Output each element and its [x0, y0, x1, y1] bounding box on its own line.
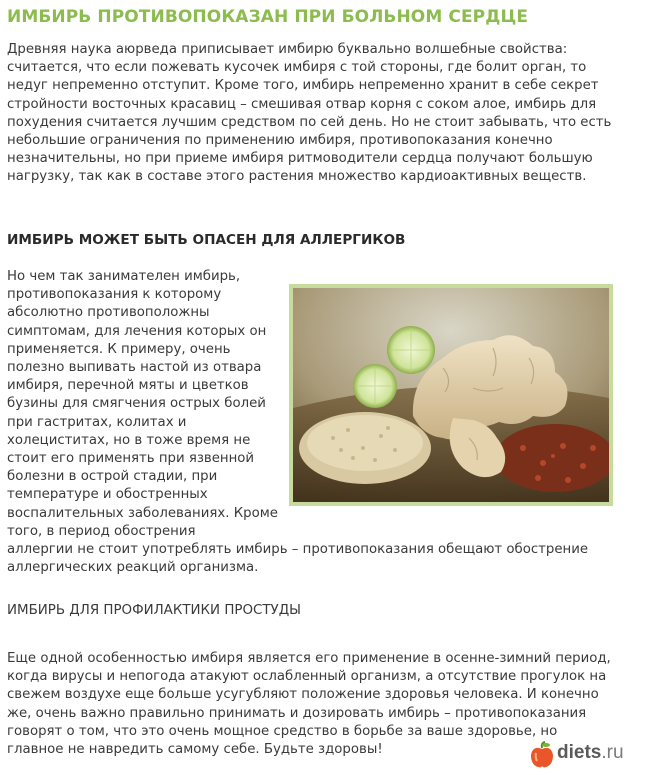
- paragraph-allergy-part1: Но чем так занимателен имбирь, противопоказания к которому абсолютно противоположны симптомам, для лечения которых он применяется. К примеру, очень полезно выпивать настой из отвара имбиря, перечной мяты и цветков бузины для смягчения острых болей при гастритах, колитах и холециститах, но в тоже время не стоит его применять при язвенной болезни в острой стадии, при температуре и обостренных воспалительных заболеваниях. Кроме того, в период обострения: [7, 269, 278, 539]
- ginger-photo: [289, 284, 613, 506]
- apple-icon: [529, 741, 555, 769]
- site-watermark[interactable]: [527, 739, 645, 771]
- watermark-site: diets: [557, 742, 602, 763]
- ginger-illustration: [293, 288, 609, 502]
- paragraph-allergy-part2: аллергии не стоит употреблять имбирь – противопоказания обещают обострение аллергических реакций организма.: [7, 542, 589, 576]
- section-heading-cold: ИМБИРЬ ДЛЯ ПРОФИЛАКТИКИ ПРОСТУДЫ: [7, 603, 301, 618]
- paragraph-cold: Еще одной особенностью имбиря является его применение в осенне-зимний период, когда вирусы и непогода атакуют ослабленный организм, а отсутствие прогулок на свежем воздухе еще больше усугубляют положение здоровья человека. И конечно же, очень важно правильно принимать и дозировать имбирь – противопоказания говорят о том, что это очень мощное средство в борьбе за ваше здоровье, но главное не навредить самому себе. Будьте здоровы!: [7, 651, 611, 758]
- article-title: ИМБИРЬ ПРОТИВОПОКАЗАН ПРИ БОЛЬНОМ СЕРДЦЕ: [7, 7, 529, 27]
- paragraph-intro: Древняя наука аюрведа приписывает имбирю буквально волшебные свойства: считается, что если пожевать кусочек имбиря с той стороны, где болит орган, то недуг непременно отступит. Кроме того, имбирь непременно хранит в себе секрет стройности восточных красавиц – смешивая отвар корня с соком алое, имбирь для похудения считается лучшим средством по сей день. Но не стоит забывать, что есть небольшие ограничения по применению имбиря, противопоказания конечно незначительны, но при приеме имбиря ритмоводители сердца получают большую нагрузку, так как в составе этого растения множество кардиоактивных веществ.: [7, 42, 612, 185]
- watermark-text: [557, 742, 624, 764]
- section-heading-allergy: ИМБИРЬ МОЖЕТ БЫТЬ ОПАСЕН ДЛЯ АЛЛЕРГИКОВ: [7, 232, 406, 248]
- watermark-tld: .ru: [601, 742, 624, 763]
